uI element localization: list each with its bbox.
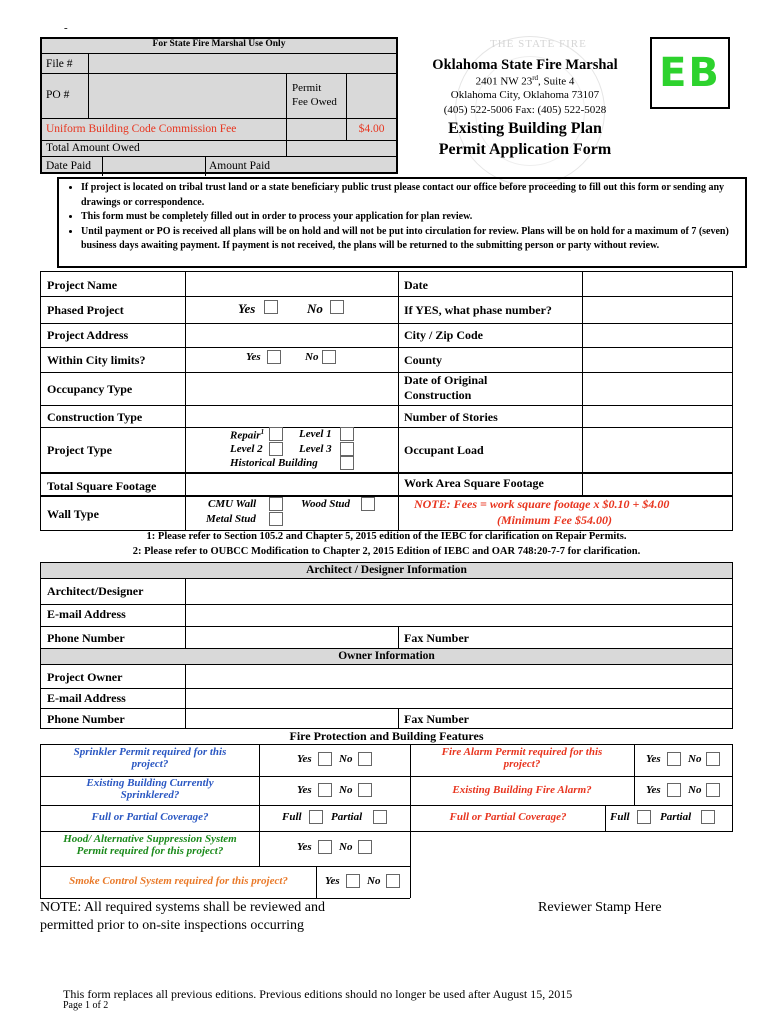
grid-line: [40, 866, 410, 867]
project-type-label: Project Type: [47, 443, 112, 457]
total-owed-row: [42, 140, 396, 156]
city-zip-input[interactable]: [583, 324, 731, 346]
architect-fax-input[interactable]: [480, 627, 731, 647]
level3-checkbox[interactable]: [340, 442, 354, 456]
city-zip-label: City / Zip Code: [404, 328, 484, 342]
within-city-label: Within City limits?: [47, 353, 146, 367]
agency-address-1: [405, 74, 645, 88]
date-original-label-2: Construction: [404, 388, 472, 402]
sprinkler-yes-checkbox[interactable]: [318, 752, 332, 766]
architect-email-label: E-mail Address: [47, 607, 126, 621]
county-label: County: [404, 353, 443, 367]
alarm-yes-label: Yes: [646, 753, 661, 765]
instruction-item: • Until payment or PO is received all plans will be on hold and will not be put into circulation for review. Plans will be on hold for a maximum of 7 (seven) business days awaiting payment. If payment is not received, the plans will be returned to the submitting person or party without review.: [81, 225, 739, 254]
grid-line: [40, 579, 41, 648]
phased-no-label: No: [307, 301, 323, 316]
alarm-full-label: Full: [610, 811, 630, 823]
grid-line: [40, 665, 41, 728]
architect-label: Architect/Designer: [47, 584, 144, 598]
smoke-yes-label: Yes: [325, 875, 340, 887]
page-number: Page 1 of 2: [63, 1000, 109, 1011]
existing-alarm-label: Existing Building Fire Alarm?: [452, 784, 592, 796]
alarm-full-checkbox[interactable]: [637, 810, 651, 824]
architect-input[interactable]: [186, 580, 731, 603]
repair-label: [230, 428, 264, 442]
grid-line: [40, 744, 733, 745]
architect-fax-label: Fax Number: [404, 631, 469, 645]
alarm-no-label: No: [688, 753, 702, 765]
existing-spr-yes-label: Yes: [297, 784, 312, 796]
architect-email-input[interactable]: [186, 605, 731, 625]
smoke-no-checkbox[interactable]: [386, 874, 400, 888]
alarm-coverage-label: Full or Partial Coverage?: [449, 811, 567, 823]
sprinkler-no-checkbox[interactable]: [358, 752, 372, 766]
owner-fax-input[interactable]: [480, 709, 731, 727]
owner-fax-label: Fax Number: [404, 712, 469, 726]
occupant-load-label: Occupant Load: [404, 443, 484, 457]
architect-phone-input[interactable]: [186, 627, 397, 647]
phased-yes-checkbox[interactable]: [264, 300, 278, 314]
within-city-no-checkbox[interactable]: [322, 350, 336, 364]
owner-input[interactable]: [186, 666, 731, 687]
project-address-label: Project Address: [47, 328, 129, 342]
grid-line: [398, 626, 399, 648]
permit-fee-label-cell: [286, 74, 346, 118]
grid-line: [40, 271, 41, 530]
grid-line: [634, 744, 635, 805]
address-street: 2401 NW 23: [475, 75, 533, 88]
smoke-no-label: No: [367, 875, 381, 887]
within-city-yes-checkbox[interactable]: [267, 350, 281, 364]
sprinkler-full-checkbox[interactable]: [309, 810, 323, 824]
grid-line: [732, 744, 733, 831]
phase-number-text: If YES, what phase number?: [404, 303, 552, 317]
hood-yes-checkbox[interactable]: [318, 840, 332, 854]
date-input[interactable]: [583, 272, 731, 295]
grid-line: [605, 805, 606, 831]
date-paid-row: [42, 156, 396, 176]
hood-suppression-line-1: Hood/ Alternative Suppression System: [63, 833, 237, 845]
phase-number-label: [404, 303, 552, 318]
grid-line: [732, 271, 733, 530]
phased-yes-label: Yes: [238, 301, 256, 316]
sprinkler-no-label: No: [339, 753, 353, 765]
office-use-title: For State Fire Marshal Use Only: [42, 39, 396, 53]
architect-section-header: Architect / Designer Information: [40, 562, 733, 579]
owner-section-header: Owner Information: [40, 648, 733, 665]
hood-suppression-line-2: Permit required for this project?: [76, 845, 224, 857]
repair-sup: 1: [260, 428, 265, 436]
architect-phone-label: Phone Number: [47, 631, 125, 645]
owner-phone-label: Phone Number: [47, 712, 125, 726]
agency-name: Oklahoma State Fire Marshal: [432, 57, 618, 73]
wood-stud-checkbox[interactable]: [361, 497, 375, 511]
fire-alarm-permit-label: [411, 746, 633, 770]
work-area-sqft-label: Work Area Square Footage: [404, 476, 544, 490]
occupancy-type-input[interactable]: [186, 373, 397, 404]
footnote-1: 1: Please refer to Section 105.2 and Chapter 5, 2015 edition of the IEBC for clarification on Repair Permits.: [146, 531, 627, 542]
owner-email-label: E-mail Address: [47, 691, 126, 705]
amount-paid-label: Amount Paid: [209, 160, 271, 172]
within-city-yes-label: Yes: [246, 351, 261, 363]
level1-label: Level 1: [299, 428, 332, 440]
existing-alarm-no-label: No: [688, 784, 702, 796]
top-mark: -: [64, 22, 68, 34]
fire-alarm-line-1: Fire Alarm Permit required for this: [441, 746, 603, 758]
sprinkler-coverage-label: Full or Partial Coverage?: [91, 811, 209, 823]
existing-spr-no-label: No: [339, 784, 353, 796]
phased-no-checkbox[interactable]: [330, 300, 344, 314]
amount-paid-cell[interactable]: [205, 157, 396, 176]
phased-project-label: Phased Project: [47, 303, 124, 317]
grid-line: [732, 665, 733, 728]
date-paid-field[interactable]: [102, 157, 205, 176]
sprinkler-partial-label: Partial: [331, 811, 363, 823]
fees-note-line-2: (Minimum Fee $54.00): [497, 513, 613, 527]
grid-line: [732, 579, 733, 648]
smoke-control-label: Smoke Control System required for this project?: [69, 875, 288, 887]
required-systems-note-2: permitted prior to on-site inspections occurring: [40, 918, 304, 933]
fees-note-line-1: NOTE: Fees = work square footage x $0.10 + $4.00: [414, 497, 670, 511]
alarm-partial-checkbox[interactable]: [701, 810, 715, 824]
within-city-no-label: No: [305, 351, 319, 363]
historical-label: Historical Building: [230, 457, 318, 469]
project-name-input[interactable]: [186, 272, 397, 295]
po-field[interactable]: [88, 74, 286, 118]
work-area-sqft-input[interactable]: [583, 474, 731, 494]
date-label: Date: [404, 278, 428, 292]
grid-line: [40, 831, 733, 832]
historical-checkbox[interactable]: [340, 456, 354, 470]
date-paid-label: Date Paid: [46, 160, 92, 172]
uniform-fee-spacer: [286, 119, 346, 140]
date-original-input[interactable]: [583, 373, 731, 404]
alarm-yes-checkbox[interactable]: [667, 752, 681, 766]
file-label: File #: [46, 58, 73, 70]
existing-spr-no-checkbox[interactable]: [358, 783, 372, 797]
date-original-label-1: Date of Original: [404, 373, 488, 387]
po-label: PO #: [46, 89, 70, 101]
permit-fee-label-2: Fee Owed: [292, 96, 337, 108]
required-systems-note-1: NOTE: All required systems shall be reviewed and: [40, 900, 325, 915]
existing-sprinklered-label: [41, 777, 259, 801]
agency-phones: (405) 522-5006 Fax: (405) 522-5028: [443, 104, 607, 116]
file-field[interactable]: [88, 54, 396, 73]
existing-alarm-yes-checkbox[interactable]: [667, 783, 681, 797]
form-title-line-1: Existing Building Plan: [448, 120, 602, 137]
hood-yes-label: Yes: [297, 841, 312, 853]
eb-badge-text: EB: [659, 50, 721, 96]
project-address-input[interactable]: [186, 324, 397, 346]
reviewer-stamp-label: Reviewer Stamp Here: [538, 900, 662, 915]
county-input[interactable]: [583, 348, 731, 371]
cmu-wall-checkbox[interactable]: [269, 497, 283, 511]
alarm-no-checkbox[interactable]: [706, 752, 720, 766]
grid-line: [40, 805, 733, 806]
level1-checkbox[interactable]: [340, 427, 354, 441]
number-stories-input[interactable]: [583, 406, 731, 426]
project-name-label: Project Name: [47, 278, 118, 292]
alarm-partial-label: Partial: [660, 811, 692, 823]
hood-no-label: No: [339, 841, 353, 853]
total-owed-field[interactable]: [286, 141, 396, 156]
permit-fee-field[interactable]: [346, 74, 396, 118]
existing-sprinklered-line-1: Existing Building Currently: [86, 777, 214, 789]
owner-phone-input[interactable]: [186, 709, 397, 727]
existing-alarm-yes-label: Yes: [646, 784, 661, 796]
metal-stud-label: Metal Stud: [206, 513, 256, 525]
editions-note: This form replaces all previous editions. Previous editions should no longer be used after August 15, 2015: [63, 987, 573, 1001]
grid-line: [259, 744, 260, 866]
sprinkler-permit-line-2: project?: [131, 758, 169, 770]
smoke-yes-checkbox[interactable]: [346, 874, 360, 888]
form-title-line-2: Permit Application Form: [438, 141, 612, 158]
po-row: [42, 73, 396, 118]
level3-label: Level 3: [299, 443, 332, 455]
uniform-fee-value: [346, 119, 396, 140]
construction-type-label: Construction Type: [47, 410, 143, 424]
footnote-2: 2: Please refer to OUBCC Modification to Chapter 2, 2015 Edition of IEBC and OAR 748:20-7-7 for clarification.: [132, 546, 641, 557]
sprinkler-full-label: Full: [282, 811, 302, 823]
total-owed-label: Total Amount Owed: [46, 142, 140, 154]
file-row: [42, 53, 396, 73]
sprinkler-partial-checkbox[interactable]: [373, 810, 387, 824]
wood-stud-label: Wood Stud: [301, 498, 351, 510]
address-suite: , Suite 4: [538, 75, 575, 88]
hood-no-checkbox[interactable]: [358, 840, 372, 854]
level2-label: Level 2: [230, 443, 263, 455]
agency-address-2: Oklahoma City, Oklahoma 73107: [450, 89, 600, 101]
grid-line: [398, 271, 399, 530]
instruction-item: • This form must be completely filled out in order to process your application for plan review.: [81, 210, 739, 225]
owner-email-input[interactable]: [186, 689, 731, 707]
owner-label: Project Owner: [47, 670, 123, 684]
instruction-item: • If project is located on tribal trust land or a state beneficiary public trust please contact our office before proceeding to fill out this form or sending any drawings or correspondence.: [81, 181, 739, 210]
total-sqft-input[interactable]: [186, 474, 397, 494]
wall-type-label: Wall Type: [47, 507, 99, 521]
existing-spr-yes-checkbox[interactable]: [318, 783, 332, 797]
instructions-box: [57, 177, 747, 268]
repair-text: Repair: [230, 429, 261, 442]
cmu-wall-label: CMU Wall: [208, 498, 257, 510]
total-sqft-label: Total Square Footage: [47, 479, 157, 493]
address-sup: rd: [532, 74, 539, 82]
office-use-box: [40, 37, 398, 174]
permit-fee-label-1: Permit: [292, 82, 322, 94]
sprinkler-permit-label: [41, 746, 259, 770]
uniform-fee-amount: $4.00: [358, 123, 385, 135]
seal-text: THE STATE FIRE: [490, 38, 587, 50]
existing-alarm-no-checkbox[interactable]: [706, 783, 720, 797]
phase-number-input[interactable]: [583, 297, 731, 322]
occupancy-type-label: Occupancy Type: [47, 382, 133, 396]
fire-section-header: Fire Protection and Building Features: [289, 729, 484, 743]
repair-checkbox[interactable]: [269, 427, 283, 441]
hood-suppression-label: [41, 833, 259, 857]
construction-type-input[interactable]: [186, 406, 397, 426]
uniform-fee-label: Uniform Building Code Commission Fee: [46, 123, 237, 135]
grid-line: [316, 866, 317, 898]
metal-stud-checkbox[interactable]: [269, 512, 283, 526]
level2-checkbox[interactable]: [269, 442, 283, 456]
fire-alarm-line-2: project?: [503, 758, 541, 770]
sprinkler-permit-line-1: Sprinkler Permit required for this: [73, 746, 227, 758]
grid-line: [398, 708, 399, 728]
sprinkler-yes-label: Yes: [297, 753, 312, 765]
existing-sprinklered-line-2: Sprinklered?: [120, 789, 180, 801]
uniform-fee-row: [42, 118, 396, 140]
number-stories-label: Number of Stories: [404, 410, 498, 424]
eb-badge: [650, 37, 730, 109]
occupant-load-input[interactable]: [583, 428, 731, 471]
grid-line: [40, 898, 410, 899]
